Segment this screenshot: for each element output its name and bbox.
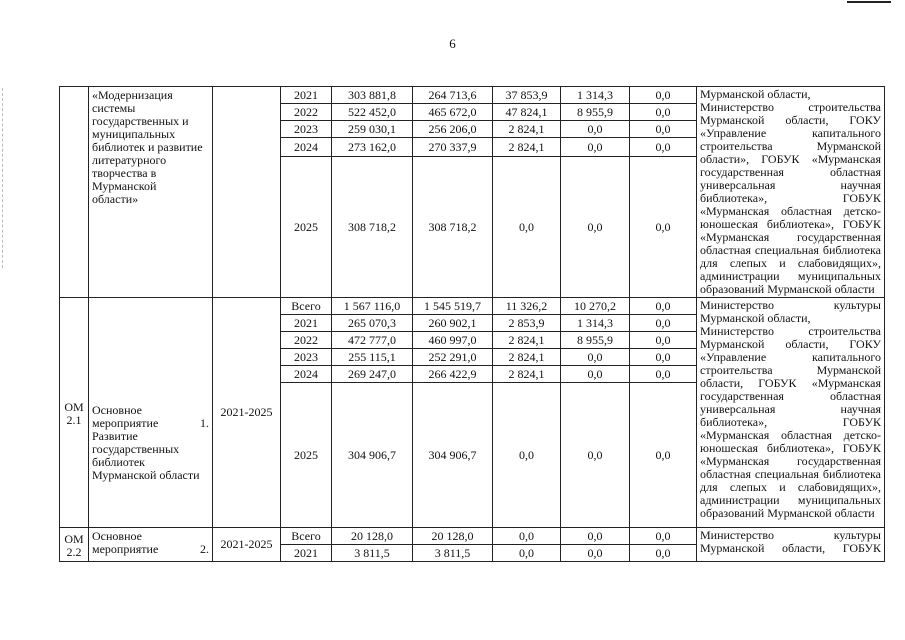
- value-cell: 266 422,9: [413, 366, 493, 383]
- total-cell: 255 115,1: [332, 349, 413, 366]
- total-cell: 472 777,0: [332, 332, 413, 349]
- year-cell: 2023: [281, 349, 332, 366]
- executors-cell: Министерство культуры Мурманской области, ГОБУК: [697, 528, 885, 562]
- value-cell: 0,0: [561, 121, 630, 138]
- value-cell: 0,0: [630, 545, 697, 562]
- value-cell: 2 853,9: [493, 315, 561, 332]
- value-cell: 304 906,7: [413, 383, 493, 528]
- value-cell: 0,0: [630, 104, 697, 121]
- value-cell: 0,0: [561, 545, 630, 562]
- value-cell: 260 902,1: [413, 315, 493, 332]
- value-cell: 20 128,0: [413, 528, 493, 545]
- value-cell: 0,0: [630, 349, 697, 366]
- scan-mark: [847, 1, 891, 3]
- term-cell: [213, 87, 281, 298]
- total-cell: 304 906,7: [332, 383, 413, 528]
- year-cell: 2021: [281, 545, 332, 562]
- code-cell: ОМ 2.1: [60, 298, 89, 528]
- value-cell: 465 672,0: [413, 104, 493, 121]
- year-cell: 2021: [281, 87, 332, 104]
- value-cell: 3 811,5: [413, 545, 493, 562]
- year-cell: Всего: [281, 298, 332, 315]
- value-cell: 1 545 519,7: [413, 298, 493, 315]
- term-cell: 2021-2025: [213, 298, 281, 528]
- table-row: [60, 298, 885, 315]
- year-cell: 2022: [281, 332, 332, 349]
- value-cell: 37 853,9: [493, 87, 561, 104]
- value-cell: 308 718,2: [413, 157, 493, 298]
- code-cell: ОМ 2.2: [60, 528, 89, 562]
- value-cell: 0,0: [493, 528, 561, 545]
- value-cell: 0,0: [630, 366, 697, 383]
- activity-name-cell: «Модернизация системы государственных и муниципальных библиотек и развитие литературного творчества в Мурманской области»: [89, 87, 213, 298]
- page-number: 6: [449, 36, 456, 51]
- value-cell: 0,0: [630, 121, 697, 138]
- value-cell: 2 824,1: [493, 121, 561, 138]
- value-cell: 0,0: [630, 87, 697, 104]
- year-cell: 2024: [281, 138, 332, 157]
- table-row: [60, 87, 885, 104]
- value-cell: 0,0: [630, 157, 697, 298]
- executors-cell: Мурманской области, Министерство строительства Мурманской области, ГОКУ «Управление капитального строительства Мурманской области», ГОБУК «Мурманская государственная областная универсальная научная библиотека», ГОБУК «Мурманская областная детско- юношеская библиотека», ГОБУК «Мурманская государственная областная специальная библиотека для слепых и слабовидящих», администрации муниципальных образований Мурманской области: [697, 87, 885, 298]
- value-cell: 1 314,3: [561, 87, 630, 104]
- total-cell: 20 128,0: [332, 528, 413, 545]
- value-cell: 47 824,1: [493, 104, 561, 121]
- value-cell: 252 291,0: [413, 349, 493, 366]
- year-cell: Всего: [281, 528, 332, 545]
- value-cell: 8 955,9: [561, 332, 630, 349]
- value-cell: 10 270,2: [561, 298, 630, 315]
- total-cell: 3 811,5: [332, 545, 413, 562]
- year-cell: 2025: [281, 157, 332, 298]
- total-cell: 303 881,8: [332, 87, 413, 104]
- value-cell: 2 824,1: [493, 349, 561, 366]
- value-cell: 0,0: [630, 138, 697, 157]
- total-cell: 1 567 116,0: [332, 298, 413, 315]
- value-cell: 264 713,6: [413, 87, 493, 104]
- value-cell: 0,0: [561, 528, 630, 545]
- value-cell: 270 337,9: [413, 138, 493, 157]
- value-cell: 0,0: [630, 298, 697, 315]
- total-cell: 308 718,2: [332, 157, 413, 298]
- code-cell: [60, 87, 89, 298]
- total-cell: 273 162,0: [332, 138, 413, 157]
- activity-name-cell: Основное мероприятие 1. Развитие государственных библиотек Мурманской области: [89, 298, 213, 528]
- value-cell: 11 326,2: [493, 298, 561, 315]
- value-cell: 8 955,9: [561, 104, 630, 121]
- value-cell: 256 206,0: [413, 121, 493, 138]
- activity-name-cell: Основное мероприятие 2.: [89, 528, 213, 562]
- value-cell: 0,0: [630, 315, 697, 332]
- program-funding-table: [59, 86, 885, 562]
- year-cell: 2021: [281, 315, 332, 332]
- table-row: [60, 528, 885, 545]
- value-cell: 0,0: [493, 157, 561, 298]
- value-cell: 0,0: [630, 332, 697, 349]
- value-cell: 0,0: [561, 349, 630, 366]
- value-cell: 2 824,1: [493, 138, 561, 157]
- value-cell: 1 314,3: [561, 315, 630, 332]
- term-cell: 2021-2025: [213, 528, 281, 562]
- total-cell: 522 452,0: [332, 104, 413, 121]
- year-cell: 2025: [281, 383, 332, 528]
- value-cell: 460 997,0: [413, 332, 493, 349]
- scan-edge-mark: [2, 88, 5, 268]
- year-cell: 2022: [281, 104, 332, 121]
- value-cell: 0,0: [561, 383, 630, 528]
- value-cell: 0,0: [561, 138, 630, 157]
- value-cell: 0,0: [630, 383, 697, 528]
- value-cell: 0,0: [561, 366, 630, 383]
- value-cell: 2 824,1: [493, 332, 561, 349]
- executors-cell: Министерство культуры Мурманской области, Министерство строительства Мурманской области, ГОКУ «Управление капитального строительства Мурманской области, ГОБУК «Мурманская государственная областная универсальная научная библиотека», ГОБУК «Мурманская областная детско- юношеская библиотека», ГОБУК «Мурманская государственная областная специальная библиотека для слепых и слабовидящих», администрации муниципальных образований Мурманской области: [697, 298, 885, 528]
- value-cell: 0,0: [561, 157, 630, 298]
- year-cell: 2023: [281, 121, 332, 138]
- total-cell: 265 070,3: [332, 315, 413, 332]
- value-cell: 0,0: [493, 383, 561, 528]
- total-cell: 269 247,0: [332, 366, 413, 383]
- value-cell: 0,0: [630, 528, 697, 545]
- total-cell: 259 030,1: [332, 121, 413, 138]
- value-cell: 0,0: [493, 545, 561, 562]
- value-cell: 2 824,1: [493, 366, 561, 383]
- year-cell: 2024: [281, 366, 332, 383]
